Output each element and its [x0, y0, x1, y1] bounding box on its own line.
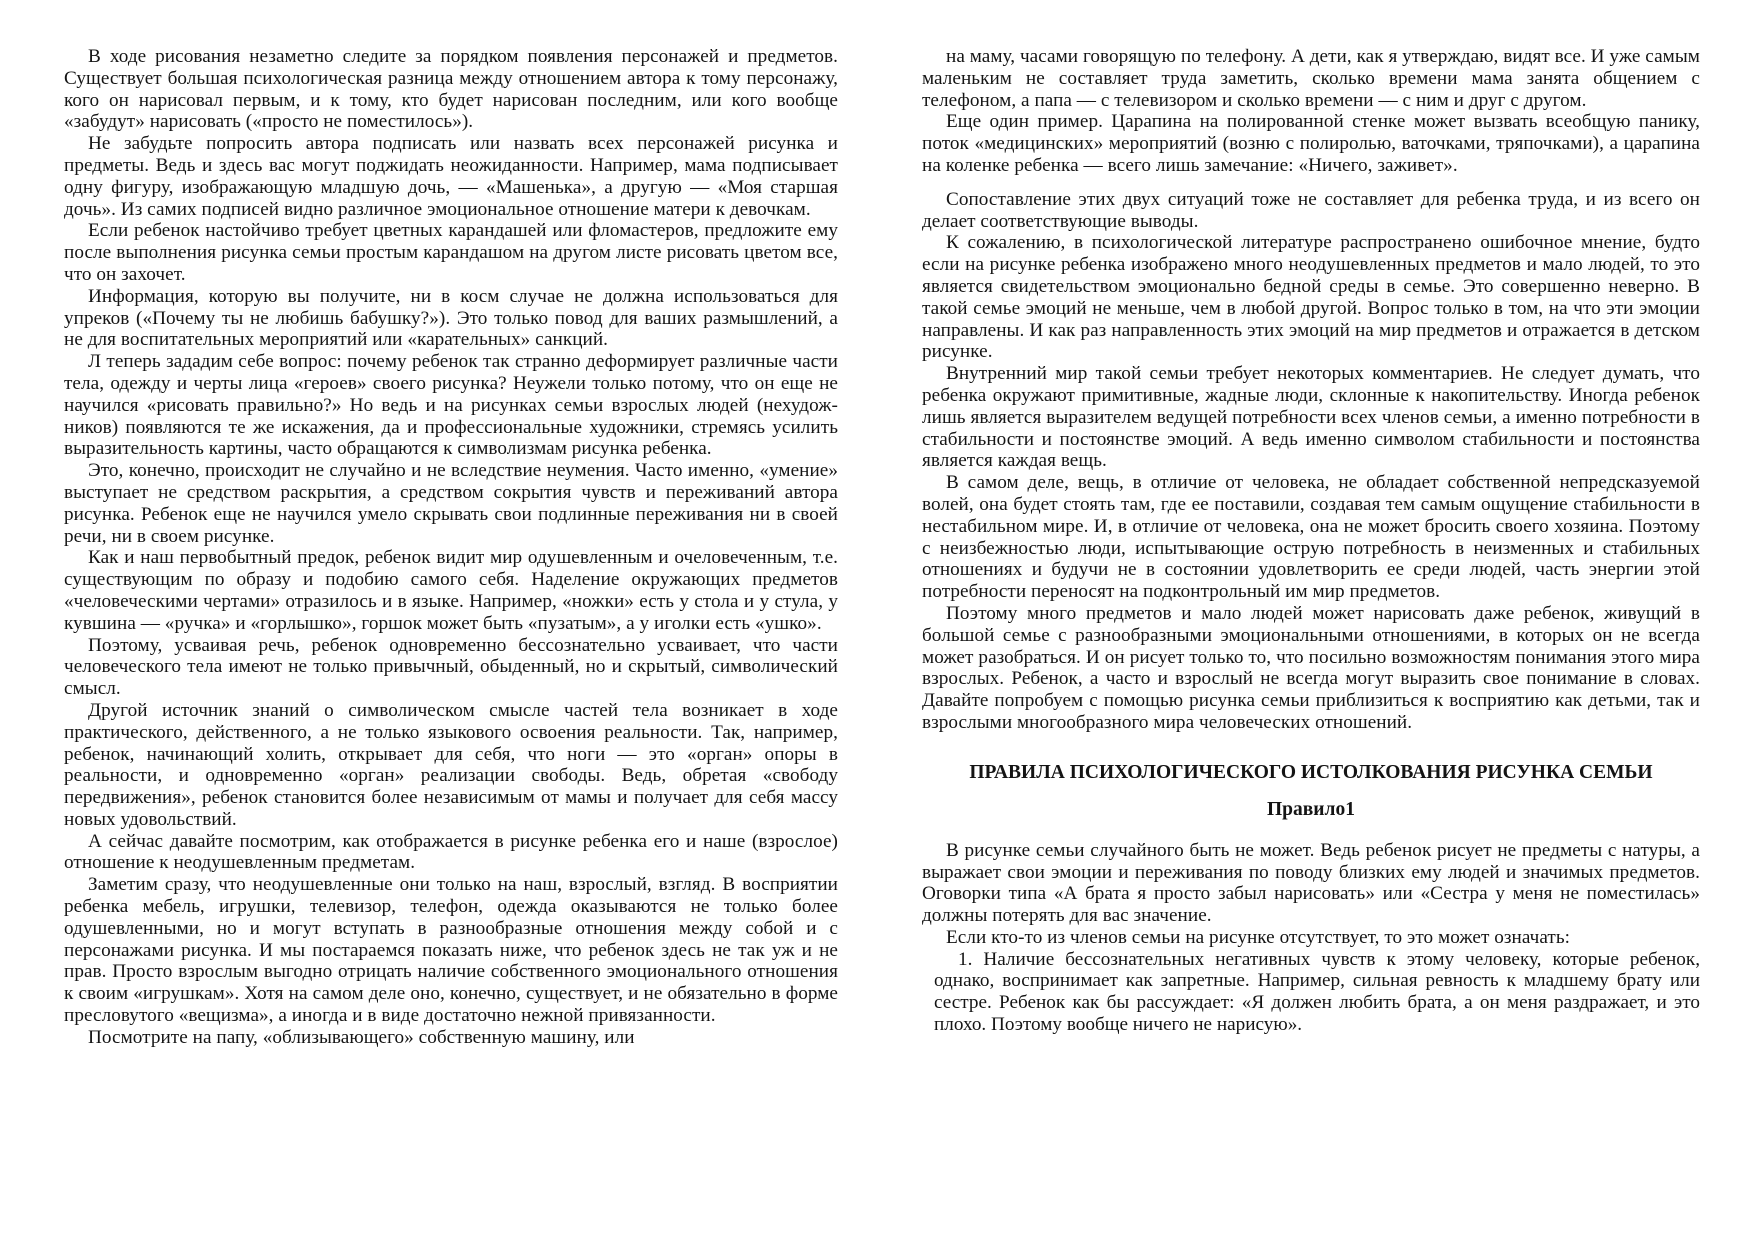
paragraph: Как и наш первобытный предок, ребенок видит мир одушевленным и очеловеченным, т.е. существующим по образу и подобию самого себя. Наделение окружающих предметов «человеческими чертами» отразилось и в языке. Например, «ножки» есть у стола и у стула, у кувшина — «ручка» и «горлышко», горшок может быть «пузатым», а у иголки есть «ушко».: [64, 547, 838, 634]
paragraph: Информация, которую вы получите, ни в косм случае не должна использоваться для упреков («Почему ты не любишь бабушку?»). Это только повод для ваших размышлений, а не для воспитательных мероприятий или «карательных» санкций.: [64, 285, 838, 351]
paragraph: Не забудьте попросить автора подписать или назвать всех персонажей рисунка и предметы. Ведь и здесь вас могут поджидать неожиданности. Например, мама подписывает одну фигуру, изображающую младшую дочь, — «Машенька», а другую — «Моя старшая дочь». Из самих подписей видно различное эмоциональное отношение матери к девочкам.: [64, 133, 838, 220]
list-item: 1. Наличие бессознательных негативных чувств к этому человеку, которые ребенок, однако, воспринимает как запретные. Например, сильная ревность к младшему брату или сестре. Ребенок как бы рассуждает: «Я должен любить брата, а он меня раздражает, и это плохо. Поэтому вообще ничего не нарисую».: [934, 948, 1700, 1036]
right-page: [922, 46, 1700, 1036]
spacer: [922, 734, 1700, 762]
paragraph: на маму, часами говорящую по телефону. А дети, как я утверждаю, видят все. И уже самым маленьким не составляет труда заметить, сколько времени мама занята общением с телефоном, а папа — с телевизором и сколько времени — с ним и друг с другом.: [922, 46, 1700, 111]
paragraph: Если ребенок настойчиво требует цветных карандашей или фломастеров, предложите ему после выполнения рисунка семьи простым карандашом на другом листе рисовать цветом все, что он захочет.: [64, 220, 838, 285]
paragraph: Заметим сразу, что неодушевленные они только на наш, взрослый, взгляд. В восприятии ребенка мебель, игрушки, телевизор, телефон, одежда оказываются не только более одушевленными, но и могут вступать в разнообразные отношения между собой и с персонажами рисунка. И мы постараемся показать ниже, что ребенок здесь не так уж и не прав. Просто взрослым выгодно отрицать наличие собственного эмоционального отношения к своим «игрушкам». Хотя на самом деле оно, конечно, существует, и не обязательно в форме пресловутого «вещизма», а иногда и в виде достаточно нежной привязанности.: [64, 874, 838, 1027]
paragraph: В ходе рисования незаметно следите за порядком появления персонажей и предметов. Существует большая психологическая разница между отношением автора к тому персонажу, кого он нарисовал первым, и к тому, кто будет нарисован последним, или кого вообще «забудут» нарисовать («просто не поместилось»).: [64, 46, 838, 133]
paragraph: Поэтому, усваивая речь, ребенок одновременно бессознательно усваивает, что части человеческого тела имеют не только привычный, обыденный, но и скрытый, символический смысл.: [64, 634, 838, 700]
paragraph: А сейчас давайте посмотрим, как отображается в рисунке ребенка его и наше (взрослое) отношение к неодушевленным предметам.: [64, 830, 838, 874]
section-heading: ПРАВИЛА ПСИХОЛОГИЧЕСКОГО ИСТОЛКОВАНИЯ РИСУНКА СЕМЬИ: [969, 761, 1653, 783]
paragraph: Внутренний мир такой семьи требует некоторых комментариев. Не следует думать, что ребенка окружают примитивные, жадные люди, склонные к накопительству. Иногда ребенок лишь является выразителем ведущей потребности всех членов семьи, а именно потребности в стабильности и постоянстве эмоций. А ведь именно символом стабильности и постоянства является каждая вещь.: [922, 363, 1700, 472]
spacer: [922, 177, 1700, 189]
rule-title: Правило1: [1267, 798, 1355, 820]
paragraph: Сопоставление этих двух ситуаций тоже не составляет для ребенка труда, и из всего он делает соответствующие выводы.: [922, 188, 1700, 232]
left-page: [64, 46, 838, 1049]
paragraph: В рисунке семьи случайного быть не может. Ведь ребенок рисует не предметы с натуры, а выражает свои эмоции и переживания по поводу близких ему людей и значимых предметов. Оговорки типа «А брата я просто забыл нарисовать» или «Сестра у меня не поместилась» должны потерять для вас значение.: [922, 839, 1700, 927]
paragraph: Это, конечно, происходит не случайно и не вследствие неумения. Часто именно, «умение» выступает не средством раскрытия, а средством сокрытия чувств и переживаний автора рисунка. Ребенок еще не научился умело скрывать свои подлинные переживания ни в своей речи, ни в своем рисунке.: [64, 460, 838, 547]
paragraph: Л теперь зададим себе вопрос: почему ребенок так странно деформирует различные части тела, одежду и черты лица «героев» своего рисунка? Неужели только потому, что он еще не научился «рисовать правильно?» Но ведь и на рисунках семьи взрослых людей (нехудож-ников) появляются те же искажения, да и профессиональные художники, стремясь усилить выразительность картины, часто обращаются к символизмам рисунка ребенка.: [64, 351, 838, 460]
paragraph: В самом деле, вещь, в отличие от человека, не обладает собственной непредсказуемой волей, она будет стоять там, где ее поставили, создавая тем самым ощущение стабильности в нестабильном мире. И, в отличие от человека, она не может бросить своего хозяина. Поэтому с неизбежностью люди, испытывающие острую потребность в неизменных и стабильных отношениях и будучи не в состоянии удовлетворить ее среди людей, часть энергии этой потребности переносят на подконтрольный им мир предметов.: [922, 472, 1700, 603]
paragraph: Поэтому много предметов и мало людей может нарисовать даже ребенок, живущий в большой семье с разнообразными эмоциональными отношениями, в которых он не всегда может разобраться. И он рисует только то, что посильно возможностям понимания этого мира взрослых. Ребенок, а часто и взрослый не всегда могут выразить свое понимание в словах. Давайте попробуем с помощью рисунка семьи приблизиться к восприятию как детьми, так и взрослыми многообразного мира человеческих отношений.: [922, 602, 1700, 733]
paragraph: Другой источник знаний о символическом смысле частей тела возникает в ходе практического, действенного, а не только языкового освоения реальности. Так, например, ребенок, начинающий холить, открывает для себя, что ноги — это «орган» опоры в реальности, и одновременно «орган» реализации свободы. Ведь, обретая «свободу передвижения», ребенок становится более независимым от мамы и получает для себя массу новых удовольствий.: [64, 699, 838, 830]
paragraph: Посмотрите на папу, «облизывающего» собственную машину, или: [88, 1026, 635, 1048]
paragraph: Если кто-то из членов семьи на рисунке отсутствует, то это может означать:: [946, 926, 1571, 948]
paragraph: Еще один пример. Царапина на полированной стенке может вызвать всеобщую панику, поток «медицинских» мероприятий (возню с полиролью, ваточками, тряпочками), а царапина на коленке ребенка — всего лишь замечание: «Ничего, заживет».: [922, 111, 1700, 176]
paragraph: К сожалению, в психологической литературе распространено ошибочное мнение, будто если на рисунке ребенка изображено много неодушевленных предметов и мало людей, то это является свидетельством эмоционально бедной среды в семье. Это совершенно неверно. В такой семье эмоций не меньше, чем в любой другой. Вопрос только в том, на что эти эмоции направлены. И как раз направленность этих эмоций на мир предметов и отражается в детском рисунке.: [922, 232, 1700, 363]
